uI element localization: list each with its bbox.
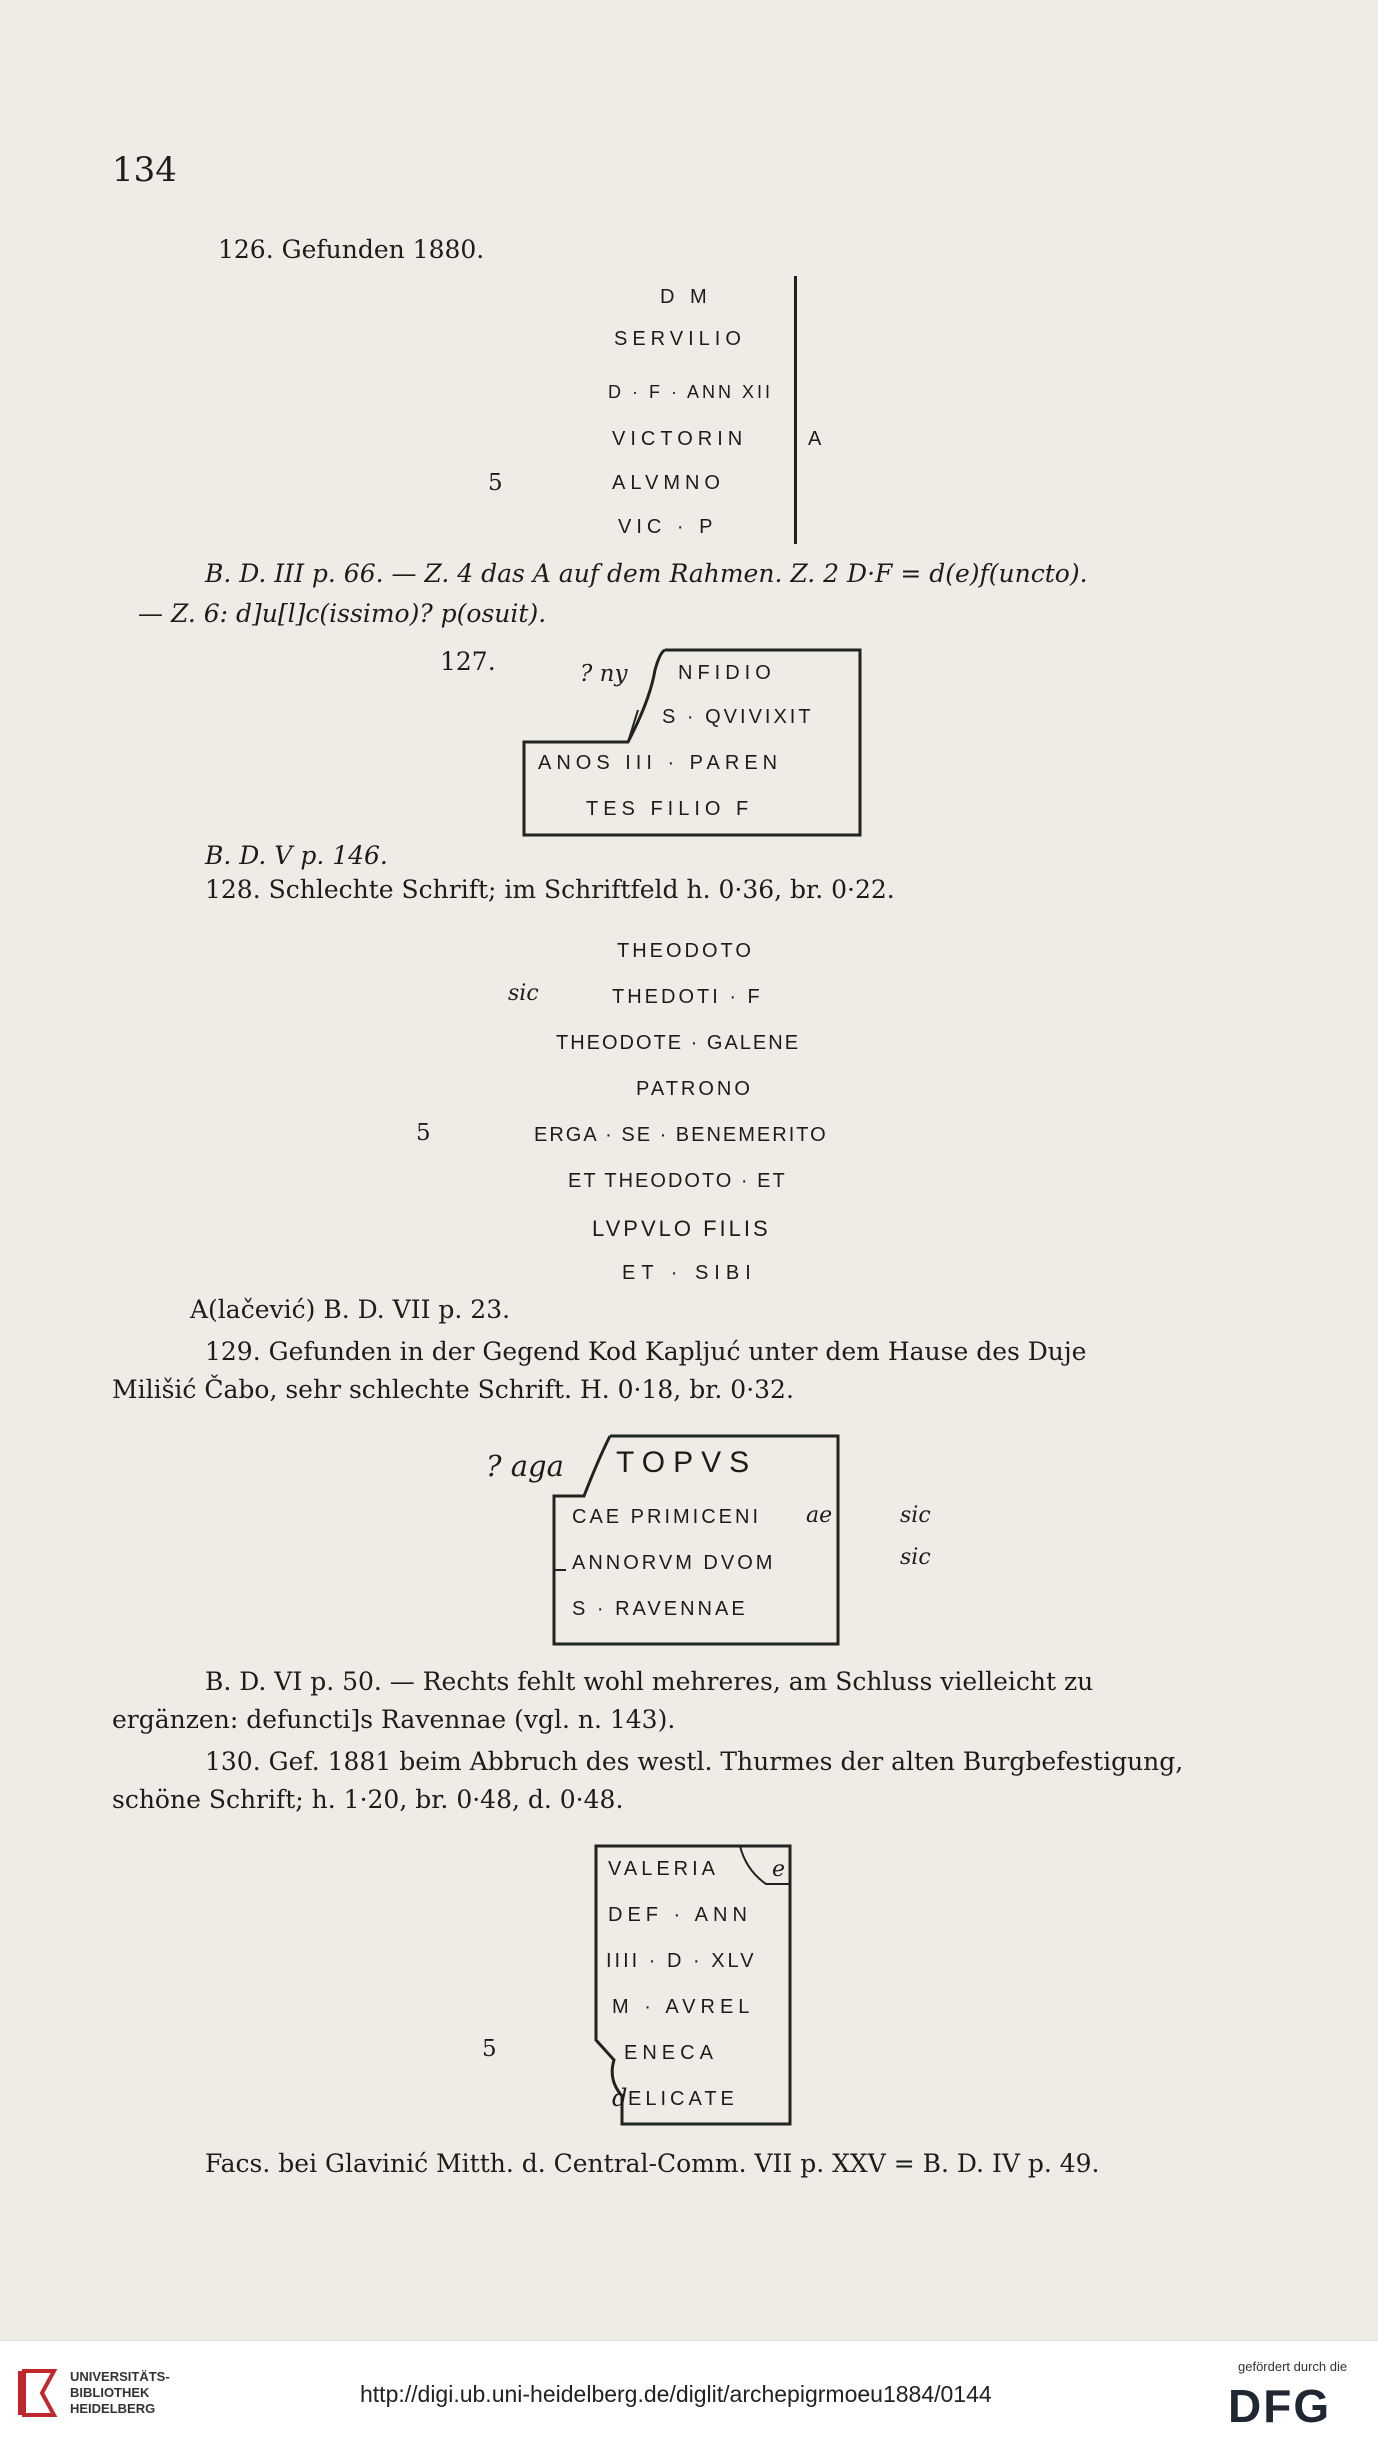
entry-127-note: B. D. V p. 146. <box>205 841 388 870</box>
viewer-footer <box>0 2340 1378 2438</box>
entry-128-line-4: PATRONO <box>636 1078 753 1100</box>
entry-127-line-1: NFIDIO <box>678 662 776 684</box>
funded-by-label: gefördert durch die <box>1238 2359 1348 2374</box>
entry-128-sic: sic <box>508 981 539 1006</box>
entry-128-line-number: 5 <box>416 1120 431 1146</box>
entry-129-header-1: 129. Gefunden in der Gegend Kod Kapljuć unter dem Hause des Duje <box>205 1337 1087 1366</box>
entry-129-header-2: Milišić Čabo, sehr schlechte Schrift. H. 0·18, br. 0·32. <box>112 1375 794 1404</box>
entry-130-e-mark: e <box>772 1857 786 1882</box>
entry-126-line-2: SERVILIO <box>614 328 746 350</box>
entry-126-line-number: 5 <box>488 470 503 496</box>
entry-128-note: A(lačević) B. D. VII p. 23. <box>190 1295 511 1324</box>
dfg-logo: DFG <box>1228 2380 1332 2432</box>
entry-126-line-6: VIC · P <box>618 516 718 538</box>
entry-130-line-4: M · AVREL <box>612 1996 755 2018</box>
entry-129-line-4: S · RAVENNAE <box>572 1598 748 1620</box>
entry-130-line-2: DEF · ANN <box>608 1904 752 1926</box>
entry-126-side-letter: A <box>808 428 827 450</box>
institution-line-1: UNIVERSITÄTS- <box>70 2369 170 2384</box>
page-number: 134 <box>112 150 177 190</box>
entry-129-sic-1: sic <box>900 1503 931 1528</box>
entry-128-line-2: THEDOTI · F <box>612 986 763 1008</box>
university-library-logo-icon <box>14 2365 60 2421</box>
entry-127-prefix: ? ny <box>580 661 628 687</box>
entry-129-line-3: ANNORVM DVOM <box>572 1552 776 1574</box>
entry-130-header-1: 130. Gef. 1881 beim Abbruch des westl. Thurmes der alten Burgbefestigung, <box>205 1747 1184 1776</box>
entry-130-line-5: ENECA <box>624 2042 718 2064</box>
institution-name <box>70 2369 170 2417</box>
entry-130-line-number: 5 <box>482 2036 497 2062</box>
entry-126-header: 126. Gefunden 1880. <box>218 235 485 264</box>
entry-129-line-2: CAE PRIMICENI <box>572 1506 762 1528</box>
entry-130-line-3: IIII · D · XLV <box>606 1950 757 1972</box>
entry-128-line-3: THEODOTE · GALENE <box>556 1032 801 1054</box>
entry-126-line-4: VICTORIN <box>612 428 748 450</box>
entry-128-line-6: ET THEODOTO · ET <box>568 1170 787 1192</box>
entry-130-line-1: VALERIA <box>608 1858 719 1880</box>
entry-129-sic-2: sic <box>900 1545 931 1570</box>
entry-126-frame-line <box>794 276 797 544</box>
entry-126-line-1: D M <box>660 286 712 308</box>
entry-129-line-1: TOPVS <box>616 1446 758 1479</box>
entry-127-line-2: S · QVIVIXIT <box>662 706 814 728</box>
entry-126-note-1: B. D. III p. 66. — Z. 4 das A auf dem Rahmen. Z. 2 D·F = d(e)f(uncto). <box>205 559 1088 588</box>
institution-line-3: HEIDELBERG <box>70 2401 156 2416</box>
permalink-url[interactable]: http://digi.ub.uni-heidelberg.de/diglit/archepigrmoeu1884/0144 <box>360 2381 992 2407</box>
entry-130-line-6: ELICATE <box>628 2088 738 2110</box>
entry-126-line-3: D · F · ANN XII <box>608 382 774 402</box>
entry-128-header: 128. Schlechte Schrift; im Schriftfeld h. 0·36, br. 0·22. <box>205 875 895 904</box>
entry-128-line-7: LVPVLO FILIS <box>592 1216 771 1241</box>
entry-130-d-mark: d <box>612 2084 628 2112</box>
entry-127-line-4: TES FILIO F <box>586 798 754 820</box>
entry-127-header: 127. <box>440 647 496 676</box>
entry-129-note-1: B. D. VI p. 50. — Rechts fehlt wohl mehreres, am Schluss vielleicht zu <box>205 1667 1094 1696</box>
entry-130-note: Facs. bei Glavinić Mitth. d. Central-Comm. VII p. XXV = B. D. IV p. 49. <box>205 2149 1100 2178</box>
entry-128-line-8: ET · SIBI <box>622 1262 757 1284</box>
entry-126-note-2: — Z. 6: d]u[l]c(issimo)? p(osuit). <box>138 599 547 628</box>
entry-129-note-2: ergänzen: defuncti]s Ravennae (vgl. n. 143). <box>112 1705 676 1734</box>
entry-129-ae: ae <box>806 1503 833 1528</box>
entry-128-line-5: ERGA · SE · BENEMERITO <box>534 1124 828 1146</box>
entry-128-line-1: THEODOTO <box>617 940 754 962</box>
entry-126-line-5: ALVMNO <box>612 472 725 494</box>
entry-129-prefix: ? aga <box>486 1449 564 1483</box>
institution-line-2: BIBLIOTHEK <box>70 2385 150 2400</box>
entry-127-line-3: ANOS III · PAREN <box>538 752 783 774</box>
entry-130-header-2: schöne Schrift; h. 1·20, br. 0·48, d. 0·48. <box>112 1785 624 1814</box>
